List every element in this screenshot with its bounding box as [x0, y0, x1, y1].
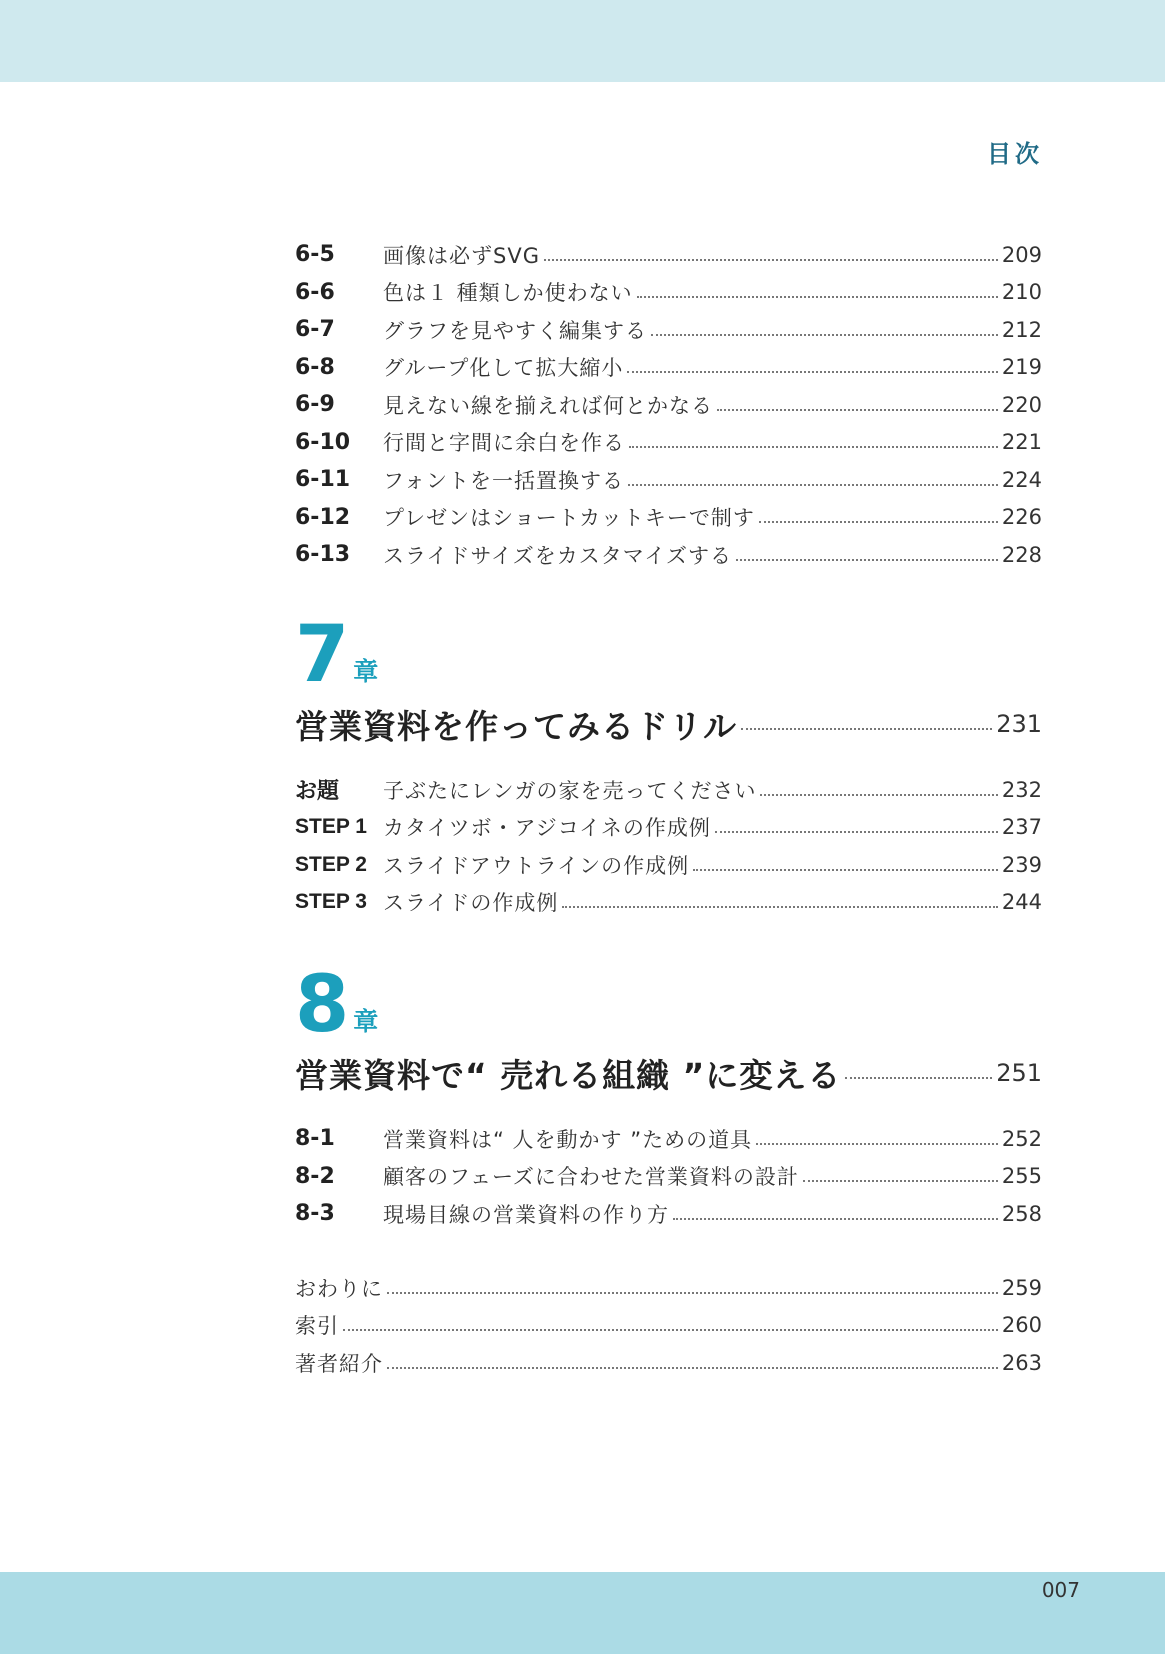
toc-entry[interactable] — [295, 274, 1042, 312]
entry-title: おわりに — [295, 1276, 383, 1301]
chapter-page: 251 — [996, 1059, 1042, 1087]
entry-title: プレゼンはショートカットキーで制す — [383, 506, 755, 531]
dot-leader — [760, 794, 997, 796]
entry-page: 224 — [1001, 467, 1042, 492]
dot-leader — [637, 296, 998, 298]
entry-title: 現場目線の営業資料の作り方 — [383, 1202, 669, 1227]
entry-page: 209 — [1001, 242, 1042, 267]
chapter7-heading-mark — [295, 610, 379, 700]
entry-page: 252 — [1001, 1126, 1042, 1151]
dot-leader — [562, 906, 998, 908]
dot-leader — [628, 484, 998, 486]
entry-page: 210 — [1001, 280, 1042, 305]
toc-entry[interactable] — [295, 386, 1042, 424]
entry-title: グループ化して拡大縮小 — [383, 356, 624, 381]
dot-leader — [756, 1143, 998, 1145]
chapter-page: 231 — [996, 710, 1042, 738]
toc-entry[interactable] — [295, 536, 1042, 574]
toc-entry[interactable] — [295, 809, 1042, 847]
entry-page: 220 — [1001, 392, 1042, 417]
chapter-number: 7 — [295, 610, 350, 700]
chapter-title: 営業資料を作ってみるドリル — [295, 706, 737, 746]
toc-entry[interactable] — [295, 1269, 1042, 1307]
toc-entry[interactable] — [295, 1195, 1042, 1233]
entry-number: 6-6 — [295, 279, 335, 305]
entry-page: 226 — [1001, 505, 1042, 530]
entry-number: 6-5 — [295, 242, 335, 268]
page-header-title: 目次 — [987, 140, 1043, 168]
toc-entry[interactable] — [295, 1158, 1042, 1196]
toc-entry[interactable] — [295, 236, 1042, 274]
dot-leader — [544, 259, 998, 261]
back-matter-list — [295, 1269, 1042, 1382]
dot-leader — [715, 831, 998, 833]
entry-title: 営業資料は“ 人を動かす ”ための道具 — [383, 1127, 753, 1152]
dot-leader — [741, 728, 992, 730]
dot-leader — [387, 1367, 998, 1369]
dot-leader — [845, 1077, 992, 1079]
entry-title: スライドアウトラインの作成例 — [383, 853, 690, 878]
toc-entry[interactable] — [295, 1344, 1042, 1382]
entry-page: 244 — [1001, 890, 1042, 915]
dot-leader — [803, 1180, 998, 1182]
dot-leader — [629, 446, 998, 448]
top-band — [0, 0, 1165, 82]
chapter8-title-entry[interactable] — [295, 1048, 1042, 1098]
entry-title: 色は１ 種類しか使わない — [383, 281, 633, 306]
entry-title: カタイツボ・アジコイネの作成例 — [383, 816, 711, 841]
entry-number: 6-8 — [295, 354, 335, 380]
toc-entry[interactable] — [295, 499, 1042, 537]
entry-number: 8-1 — [295, 1126, 335, 1152]
chapter7-title-entry[interactable] — [295, 699, 1042, 749]
entry-title: スライドサイズをカスタマイズする — [383, 543, 733, 568]
entry-title: 子ぶたにレンガの家を売ってください — [383, 778, 757, 803]
entry-title: 見えない線を揃えれば何とかなる — [383, 393, 713, 418]
chapter8-list — [295, 1120, 1042, 1233]
dot-leader — [627, 371, 998, 373]
entry-page: 228 — [1001, 542, 1042, 567]
entry-title: 行間と字間に余白を作る — [383, 431, 625, 456]
chapter8-heading-mark — [295, 960, 379, 1050]
entry-page: 212 — [1001, 317, 1042, 342]
entry-title: 索引 — [295, 1314, 339, 1339]
entry-page: 232 — [1001, 777, 1042, 802]
entry-number: 6-9 — [295, 392, 335, 418]
toc-entry[interactable] — [295, 1307, 1042, 1345]
chapter7-list — [295, 771, 1042, 921]
toc-entry[interactable] — [295, 311, 1042, 349]
entry-page: 258 — [1001, 1201, 1042, 1226]
chapter-title: 営業資料で“ 売れる組織 ”に変える — [295, 1055, 842, 1095]
entry-page: 237 — [1001, 815, 1042, 840]
entry-number: 6-11 — [295, 467, 351, 493]
toc-entry[interactable] — [295, 884, 1042, 922]
entry-page: 263 — [1001, 1350, 1042, 1375]
toc-entry[interactable] — [295, 424, 1042, 462]
toc-entry[interactable] — [295, 771, 1042, 809]
dot-leader — [693, 869, 998, 871]
entry-page: 239 — [1001, 852, 1042, 877]
toc-entry[interactable] — [295, 846, 1042, 884]
entry-number: 8-3 — [295, 1201, 335, 1227]
dot-leader — [717, 409, 998, 411]
entry-number: お題 — [295, 779, 340, 805]
toc-entry[interactable] — [295, 1120, 1042, 1158]
chapter-suffix: 章 — [353, 1007, 379, 1036]
chapter-number: 8 — [295, 960, 350, 1050]
entry-page: 221 — [1001, 430, 1042, 455]
entry-number: STEP 3 — [295, 890, 367, 914]
entry-page: 260 — [1001, 1313, 1042, 1338]
dot-leader — [673, 1218, 998, 1220]
entry-title: フォントを一括置換する — [383, 468, 624, 493]
entry-number: STEP 1 — [295, 815, 367, 839]
entry-title: 顧客のフェーズに合わせた営業資料の設計 — [383, 1165, 799, 1190]
entry-number: STEP 2 — [295, 852, 367, 876]
chapter-suffix: 章 — [353, 657, 379, 686]
dot-leader — [651, 334, 998, 336]
entry-number: 8-2 — [295, 1163, 335, 1189]
dot-leader — [759, 521, 998, 523]
entry-title: スライドの作成例 — [383, 891, 559, 916]
page-number: 007 — [1041, 1578, 1080, 1602]
entry-title: 著者紹介 — [295, 1351, 383, 1376]
toc-entry[interactable] — [295, 461, 1042, 499]
entry-number: 6-12 — [295, 504, 351, 530]
entry-title: グラフを見やすく編集する — [383, 318, 647, 343]
entry-page: 219 — [1001, 355, 1042, 380]
entry-number: 6-10 — [295, 429, 351, 455]
entry-number: 6-13 — [295, 542, 351, 568]
entry-number: 6-7 — [295, 317, 335, 343]
dot-leader — [736, 559, 998, 561]
dot-leader — [343, 1329, 998, 1331]
entry-page: 255 — [1001, 1164, 1042, 1189]
chapter6-list — [295, 236, 1042, 574]
entry-title: 画像は必ずSVG — [383, 243, 540, 268]
toc-entry[interactable] — [295, 349, 1042, 387]
dot-leader — [387, 1292, 998, 1294]
entry-page: 259 — [1001, 1275, 1042, 1300]
bottom-band — [0, 1572, 1165, 1654]
